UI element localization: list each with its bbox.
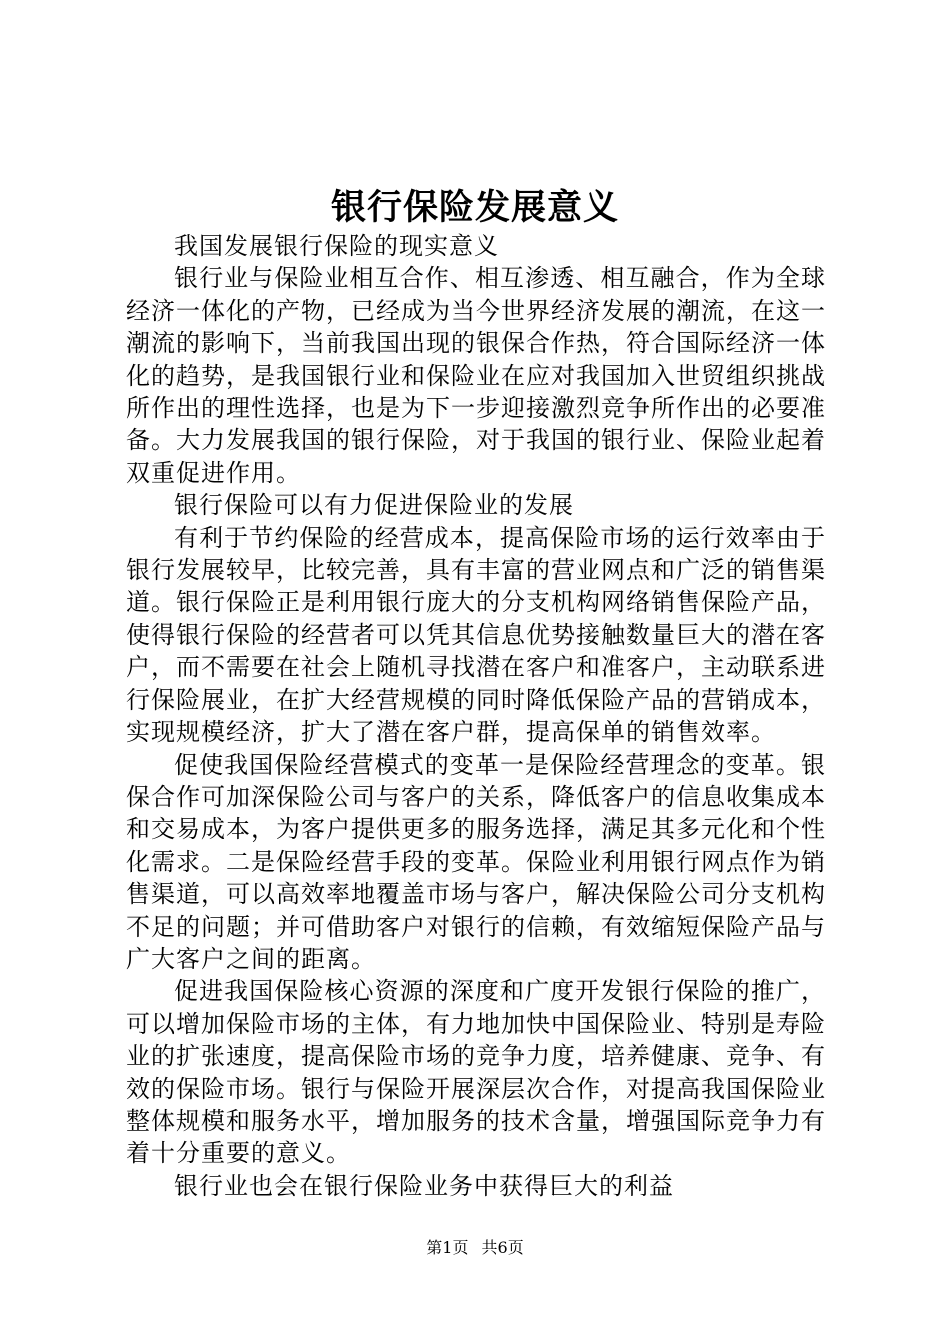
paragraph: 有利于节约保险的经营成本，提高保险市场的运行效率由于银行发展较早，比较完善，具有丰富的营业网点和广泛的销售渠道。银行保险正是利用银行庞大的分支机构网络销售保险产品，使得银行保险的经营者可以凭其信息优势接触数量巨大的潜在客户，而不需要在社会上随机寻找潜在客户和准客户，主动联系进行保险展业，在扩大经营规模的同时降低保险产品的营销成本，实现规模经济，扩大了潜在客户群，提高保单的销售效率。 bbox=[126, 523, 826, 747]
page-total: 共6页 bbox=[481, 1238, 524, 1257]
paragraph: 银行业与保险业相互合作、相互渗透、相互融合，作为全球经济一体化的产物，已经成为当今世界经济发展的潮流，在这一潮流的影响下，当前我国出现的银保合作热，符合国际经济一体化的趋势，是我国银行业和保险业在应对我国加入世贸组织挑战所作出的理性选择，也是为下一步迎接激烈竞争所作出的必要准备。大力发展我国的银行保险，对于我国的银行业、保险业起着双重促进作用。 bbox=[126, 264, 826, 487]
document-title: 银行保险发展意义 bbox=[330, 188, 619, 228]
paragraph: 促进我国保险核心资源的深度和广度开发银行保险的推广，可以增加保险市场的主体，有力地加快中国保险业、特别是寿险业的扩张速度，提高保险市场的竞争力度，培养健康、竞争、有效的保险市场。银行与保险开展深层次合作，对提高我国保险业整体规模和服务水平，增加服务的技术含量，增强国际竞争力有着十分重要的意义。 bbox=[126, 977, 826, 1168]
paragraph-heading: 我国发展银行保险的现实意义 bbox=[174, 232, 499, 260]
paragraph-heading: 银行业也会在银行保险业务中获得巨大的利益 bbox=[174, 1171, 674, 1200]
paragraph: 促使我国保险经营模式的变革一是保险经营理念的变革。银保合作可加深保险公司与客户的关系，降低客户的信息收集成本和交易成本，为客户提供更多的服务选择，满足其多元化和个性化需求。二是保险经营手段的变革。保险业利用银行网点作为销售渠道，可以高效率地覆盖市场与客户，解决保险公司分支机构不足的问题；并可借助客户对银行的信赖，有效缩短保险产品与广大客户之间的距离。 bbox=[126, 750, 826, 973]
page-footer bbox=[0, 1236, 950, 1260]
document-body bbox=[126, 230, 826, 1202]
page-number: 第1页 bbox=[426, 1238, 469, 1257]
paragraph-heading: 银行保险可以有力促进保险业的发展 bbox=[174, 491, 574, 520]
